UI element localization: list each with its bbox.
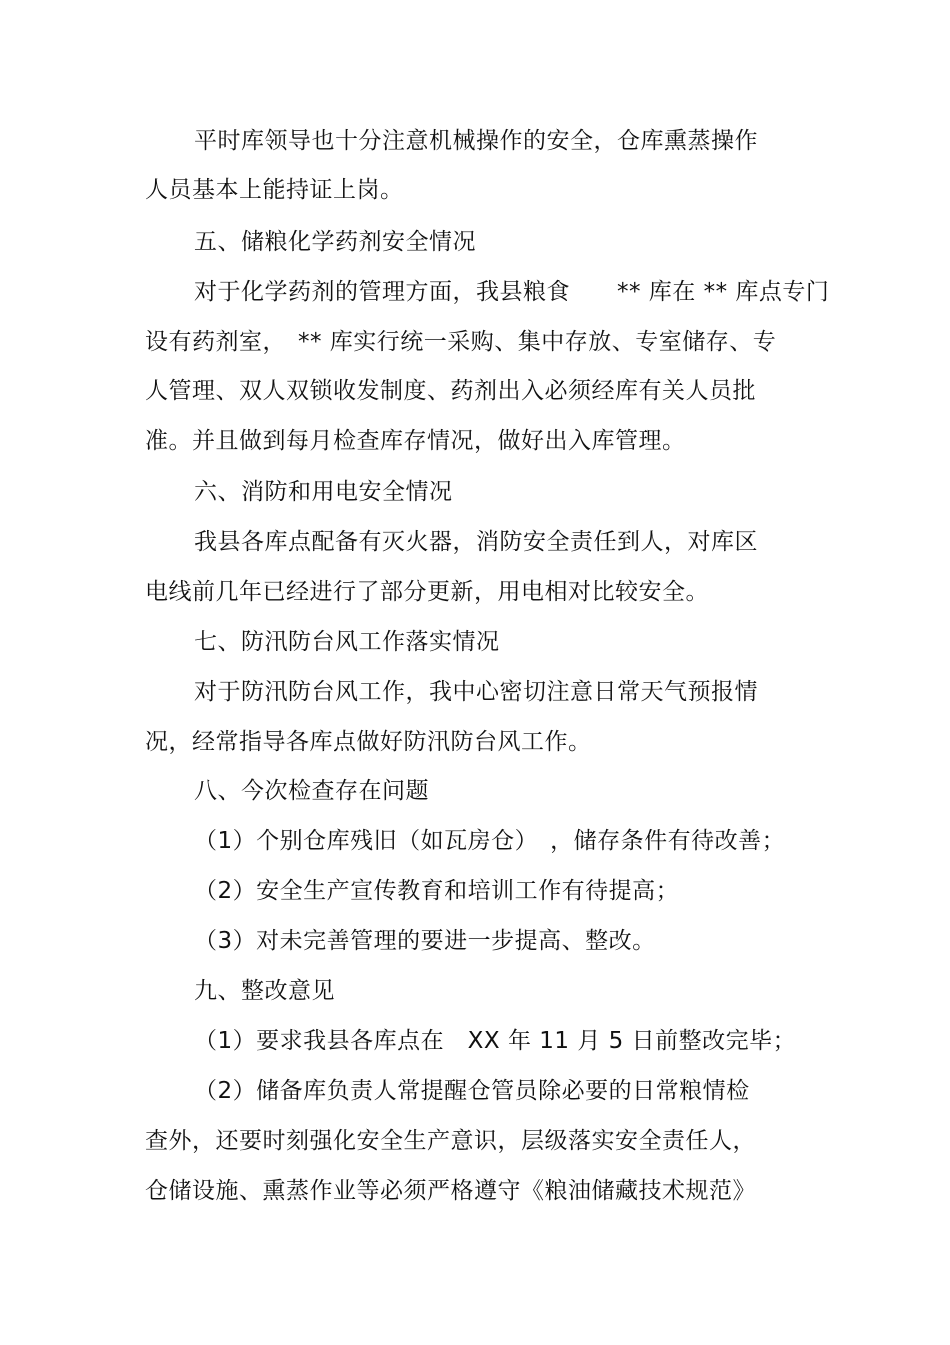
paragraph-line: 人员基本上能持证上岗。 bbox=[145, 177, 404, 203]
section-heading: 七、防汛防台风工作落实情况 bbox=[194, 629, 500, 655]
list-item: （1）要求我县各库点在 XX 年 11 月 5 日前整改完毕； bbox=[194, 1028, 797, 1054]
paragraph-line: 电线前几年已经进行了部分更新，用电相对比较安全。 bbox=[145, 579, 709, 605]
paragraph-line: 对于防汛防台风工作，我中心密切注意日常天气预报情 bbox=[194, 679, 758, 705]
paragraph-line: 查外，还要时刻强化安全生产意识，层级落实安全责任人， bbox=[145, 1128, 756, 1154]
list-item: （2）安全生产宣传教育和培训工作有待提高； bbox=[194, 878, 680, 904]
section-heading: 五、储粮化学药剂安全情况 bbox=[194, 229, 476, 255]
paragraph-line: 仓储设施、熏蒸作业等必须严格遵守《粮油储藏技术规范》 bbox=[145, 1178, 756, 1204]
section-heading: 九、整改意见 bbox=[194, 978, 335, 1004]
paragraph-line: 平时库领导也十分注意机械操作的安全，仓库熏蒸操作 bbox=[194, 128, 758, 154]
list-item: （3）对未完善管理的要进一步提高、整改。 bbox=[194, 928, 656, 954]
paragraph-line: 对于化学药剂的管理方面，我县粮食 ** 库在 ** 库点专门 bbox=[194, 279, 830, 305]
paragraph-line: 设有药剂室， ** 库实行统一采购、集中存放、专室储存、专 bbox=[145, 329, 777, 355]
section-heading: 六、消防和用电安全情况 bbox=[194, 479, 453, 505]
list-item: （2）储备库负责人常提醒仓管员除必要的日常粮情检 bbox=[194, 1078, 750, 1104]
paragraph-line: 我县各库点配备有灭火器，消防安全责任到人，对库区 bbox=[194, 529, 758, 555]
paragraph-line: 准。并且做到每月检查库存情况，做好出入库管理。 bbox=[145, 428, 686, 454]
paragraph-line: 人管理、双人双锁收发制度、药剂出入必须经库有关人员批 bbox=[145, 378, 756, 404]
paragraph-line: 况，经常指导各库点做好防汛防台风工作。 bbox=[145, 729, 592, 755]
list-item: （1）个别仓库残旧（如瓦房仓） ，储存条件有待改善； bbox=[194, 828, 786, 854]
section-heading: 八、今次检查存在问题 bbox=[194, 778, 429, 804]
